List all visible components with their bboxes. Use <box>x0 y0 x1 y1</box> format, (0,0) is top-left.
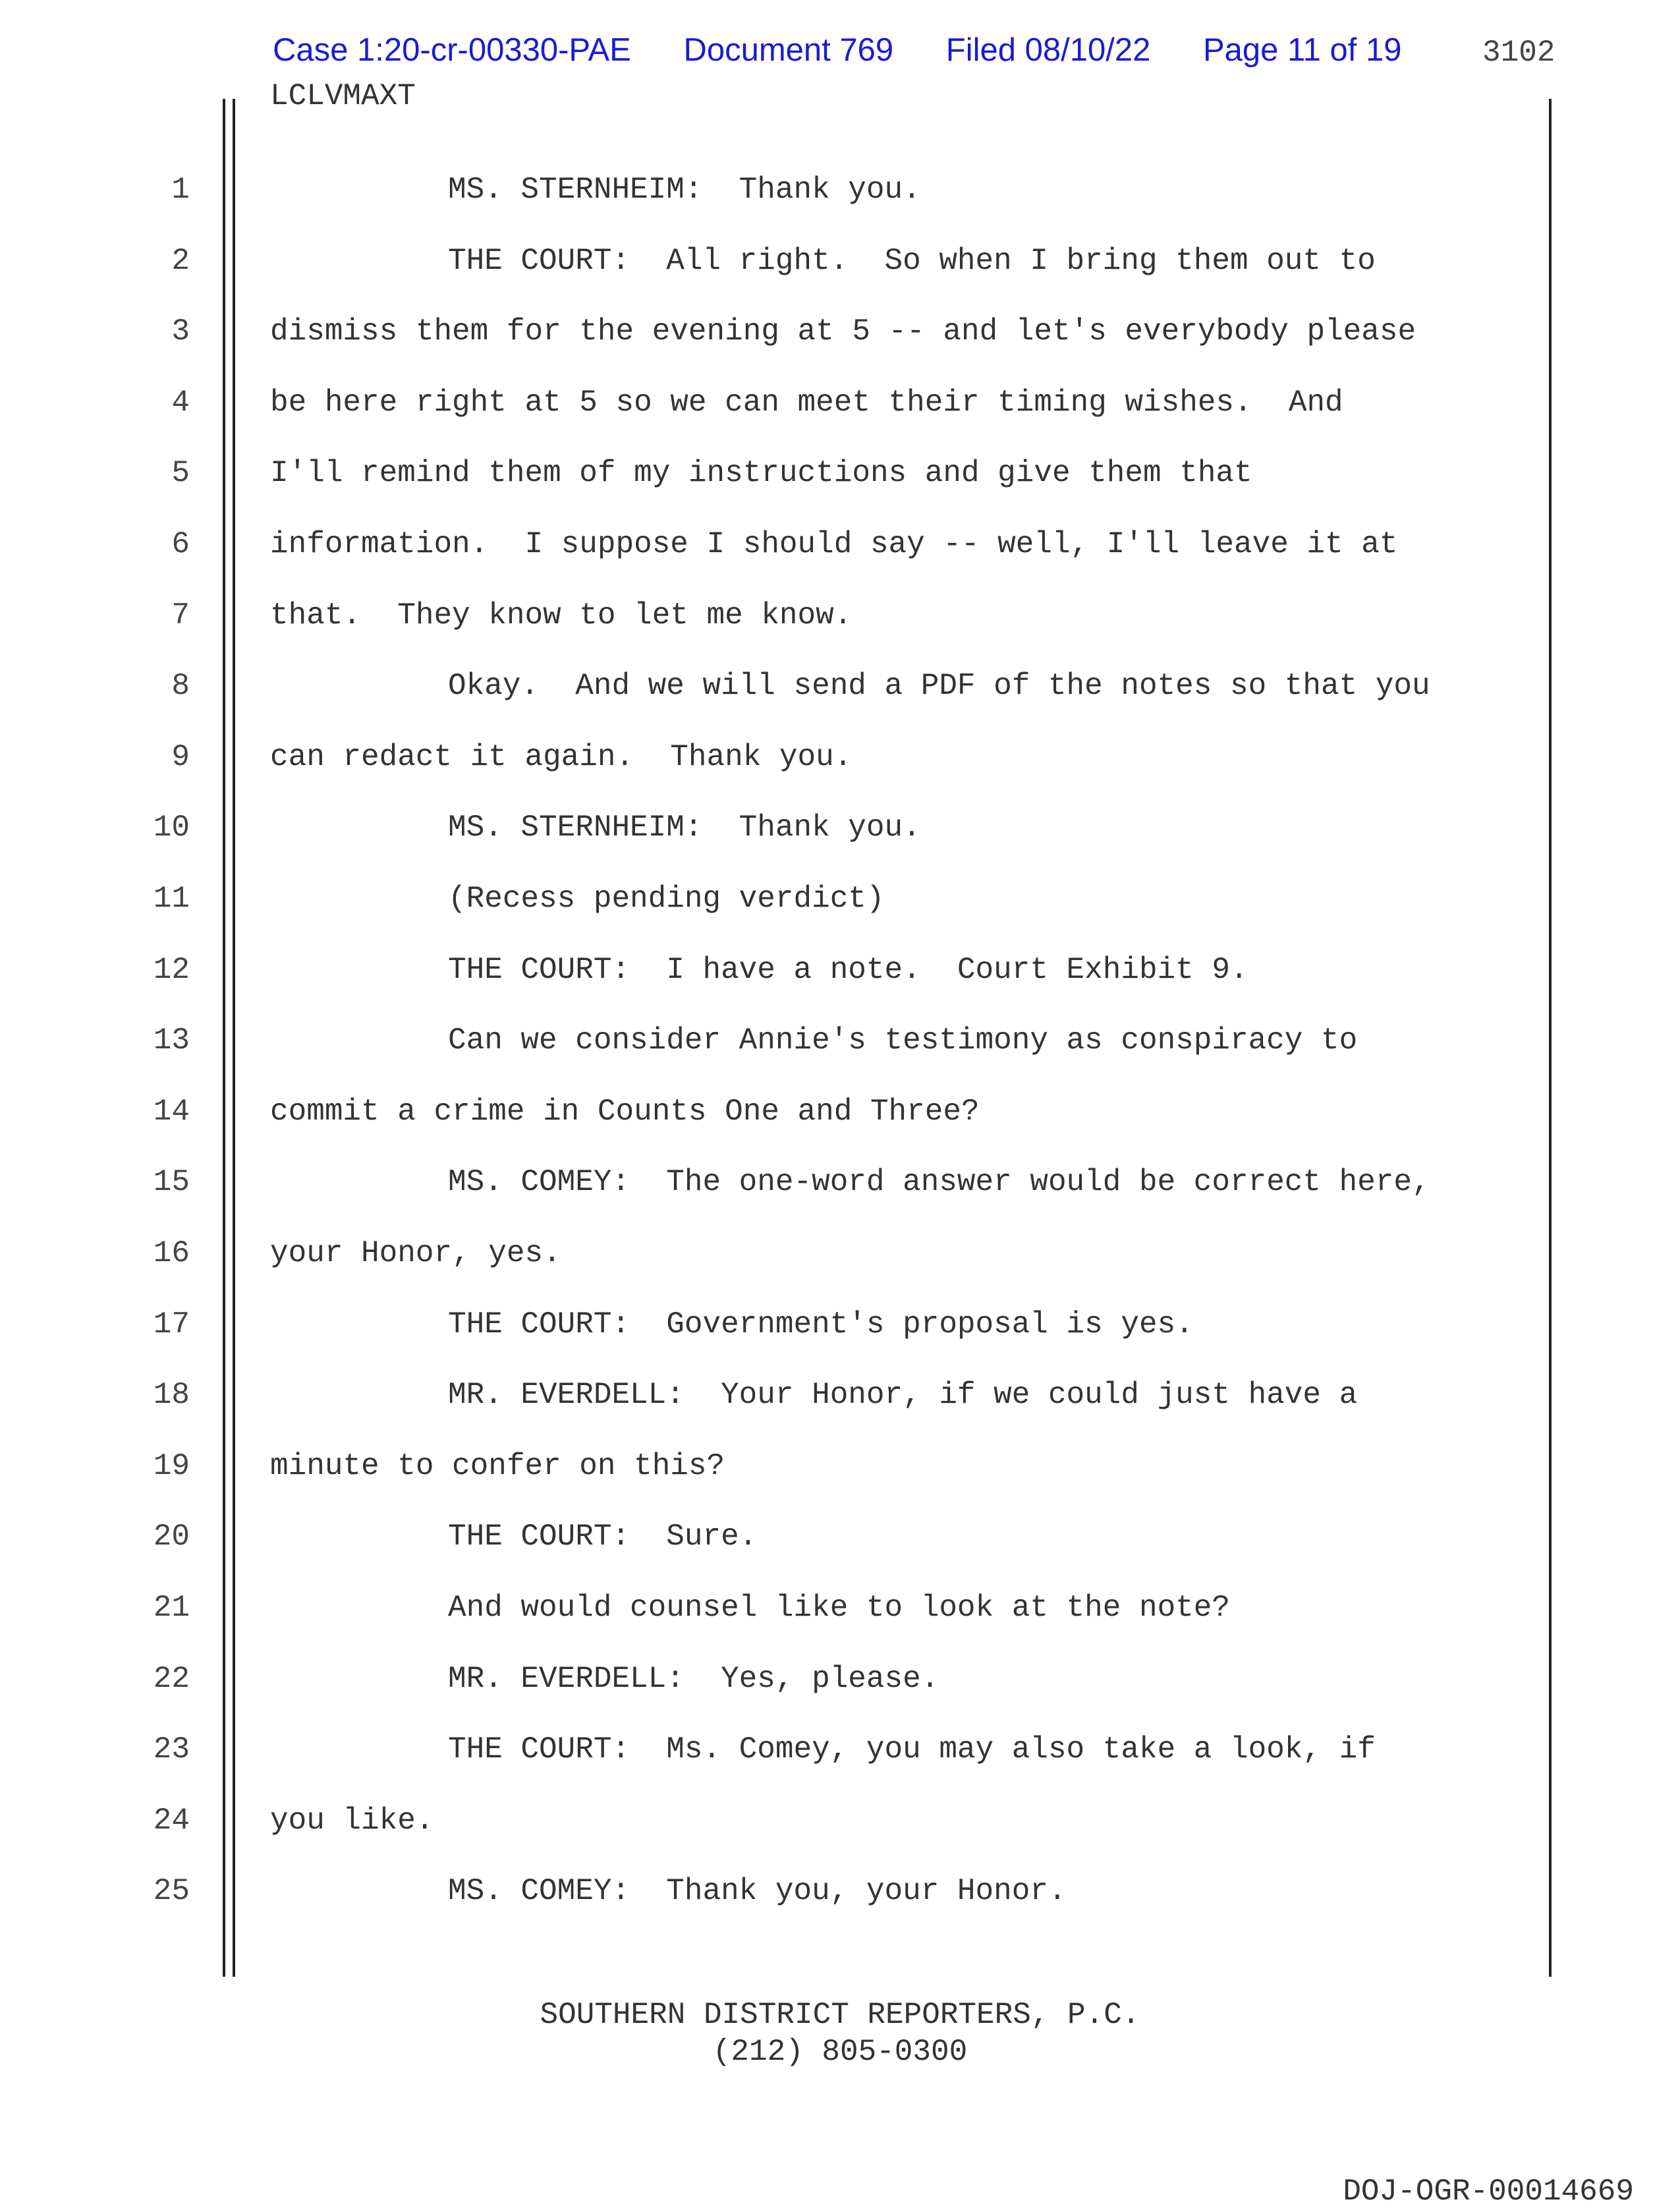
line-number: 10 <box>153 810 190 845</box>
transcript-line <box>0 882 1680 921</box>
page-of-pages: Page 11 of 19 <box>1202 32 1402 68</box>
transcript-line <box>0 1165 1680 1205</box>
line-text: MS. COMEY: Thank you, your Honor. <box>448 1874 1067 1909</box>
transcript-line <box>0 1662 1680 1701</box>
line-text: dismiss them for the evening at 5 -- and let's everybody please <box>270 314 1416 349</box>
line-number: 18 <box>153 1378 190 1413</box>
transcript-line <box>0 244 1680 283</box>
transcript-line <box>0 173 1680 212</box>
line-number: 21 <box>153 1591 190 1625</box>
line-number: 8 <box>171 669 190 704</box>
line-text: MS. STERNHEIM: Thank you. <box>448 810 921 845</box>
line-number: 12 <box>153 952 190 987</box>
document-number: Document 769 <box>683 32 894 68</box>
line-number: 15 <box>153 1165 190 1200</box>
line-text: (Recess pending verdict) <box>448 882 885 916</box>
line-text: MR. EVERDELL: Your Honor, if we could just have a <box>448 1378 1358 1413</box>
line-number: 13 <box>153 1023 190 1058</box>
transcript-line <box>0 1874 1680 1914</box>
line-text: you like. <box>270 1803 434 1838</box>
line-number: 23 <box>153 1732 190 1767</box>
line-number: 24 <box>153 1803 190 1838</box>
transcript-line <box>0 740 1680 780</box>
transcript-line <box>0 953 1680 992</box>
line-number: 20 <box>153 1519 190 1554</box>
line-text: And would counsel like to look at the note? <box>448 1591 1230 1625</box>
line-text: Okay. And we will send a PDF of the notes so that you <box>448 669 1430 704</box>
line-text: THE COURT: All right. So when I bring them out to <box>448 243 1376 278</box>
line-text: MS. STERNHEIM: Thank you. <box>448 173 921 207</box>
line-number: 3 <box>171 314 190 349</box>
line-number: 22 <box>153 1661 190 1696</box>
line-number: 5 <box>171 456 190 491</box>
line-text: THE COURT: Ms. Comey, you may also take a look, if <box>448 1732 1376 1767</box>
line-number: 19 <box>153 1448 190 1483</box>
case-header-stamp <box>273 32 1401 69</box>
line-number: 16 <box>153 1236 190 1270</box>
line-number: 6 <box>171 527 190 561</box>
line-text: be here right at 5 so we can meet their timing wishes. And <box>270 385 1343 420</box>
line-text: minute to confer on this? <box>270 1448 725 1483</box>
transcript-line <box>0 385 1680 425</box>
line-text: MS. COMEY: The one-word answer would be correct here, <box>448 1165 1430 1200</box>
bates-number: DOJ-OGR-00014669 <box>1343 2174 1634 2209</box>
transcript-line <box>0 1449 1680 1489</box>
page-footer <box>0 1997 1680 2070</box>
filed-date: Filed 08/10/22 <box>945 32 1151 68</box>
transcript-line <box>0 810 1680 850</box>
transcript-line <box>0 1236 1680 1276</box>
line-text: THE COURT: Sure. <box>448 1519 758 1554</box>
line-number: 7 <box>171 598 190 633</box>
transcript-line <box>0 1307 1680 1347</box>
line-text: THE COURT: I have a note. Court Exhibit 9. <box>448 952 1248 987</box>
transcript-line <box>0 1023 1680 1063</box>
reporter-name: SOUTHERN DISTRICT REPORTERS, P.C. <box>540 1998 1140 2032</box>
line-number: 17 <box>153 1307 190 1342</box>
line-number: 9 <box>171 739 190 774</box>
line-text: THE COURT: Government's proposal is yes. <box>448 1307 1194 1342</box>
case-number: Case 1:20-cr-00330-PAE <box>273 32 631 68</box>
transcript-page-number: 3102 <box>1482 36 1555 70</box>
reporter-phone: (212) 805-0300 <box>712 2035 968 2069</box>
line-text: commit a crime in Counts One and Three? <box>270 1094 980 1129</box>
line-number: 14 <box>153 1094 190 1129</box>
transcript-line <box>0 1803 1680 1843</box>
line-text: MR. EVERDELL: Yes, please. <box>448 1661 939 1696</box>
line-text: can redact it again. Thank you. <box>270 739 853 774</box>
transcript-line <box>0 1732 1680 1772</box>
transcript-line <box>0 1378 1680 1417</box>
transcript-line <box>0 598 1680 638</box>
transcript-line <box>0 314 1680 354</box>
transcript-line <box>0 1094 1680 1134</box>
line-text: that. They know to let me know. <box>270 598 853 633</box>
transcript-line <box>0 1591 1680 1630</box>
line-number: 11 <box>153 882 190 916</box>
transcript-line <box>0 527 1680 567</box>
transcript-line <box>0 1519 1680 1559</box>
line-number: 4 <box>171 385 190 420</box>
line-text: Can we consider Annie's testimony as conspiracy to <box>448 1023 1358 1058</box>
line-text: I'll remind them of my instructions and give them that <box>270 456 1252 491</box>
line-text: your Honor, yes. <box>270 1236 561 1270</box>
transcript-line <box>0 456 1680 496</box>
line-number: 25 <box>153 1874 190 1909</box>
line-number: 2 <box>171 243 190 278</box>
line-number: 1 <box>171 173 190 207</box>
transcript-line <box>0 669 1680 708</box>
transcript-code: LCLVMAXT <box>270 79 416 113</box>
line-text: information. I suppose I should say -- well, I'll leave it at <box>270 527 1398 561</box>
